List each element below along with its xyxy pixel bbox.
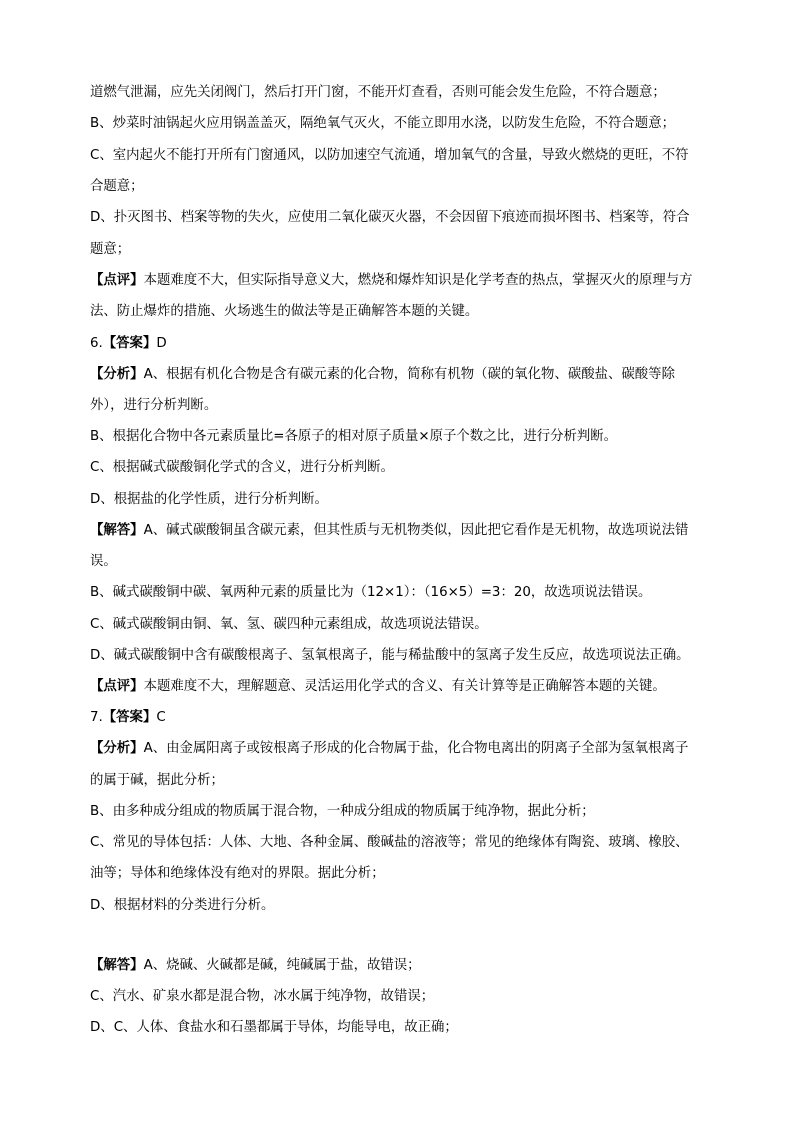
text-line [90,647,730,665]
line-text: 油等；导体和绝缘体没有绝对的界限。据此分析； [90,866,385,881]
section-label: 【解答】 [90,958,144,973]
text-line [90,584,730,602]
answer-line-q7 [90,709,730,727]
answer-value: D [156,336,167,351]
section-label: 【答案】 [102,336,157,351]
line-text: C、根据碱式碳酸铜化学式的含义，进行分析判断。 [90,460,394,475]
line-text: D、根据盐的化学性质，进行分析判断。 [90,492,328,507]
line-text: 法、防止爆炸的措施、火场逃生的做法等是正确解答本题的关键。 [90,304,479,319]
line-text: 合题意； [90,179,144,194]
text-line [90,772,730,790]
line-text: 题意； [90,242,131,257]
line-text: D、根据材料的分类进行分析。 [90,898,275,913]
line-text: 误。 [90,554,117,569]
line-text: 本题难度不大，理解题意、灵活运用化学式的含义、有关计算等是正确解答本题的关键。 [143,679,666,694]
comment-line [90,272,730,290]
answer-value: C [156,710,166,725]
line-text: C、室内起火不能打开所有门窗通风，以防加速空气流通，增加氧气的含量，导致火燃烧的更旺，不符 [90,148,689,163]
line-text: C、碱式碳酸铜由铜、氧、氢、碳四种元素组成，故选项说法错误。 [90,617,488,632]
text-line [90,428,730,446]
question-number: 6. [90,336,103,351]
text-line [90,865,730,883]
line-text: C、汽水、矿泉水都是混合物，冰水属于纯净物，故错误； [90,989,435,1004]
line-text: C、常见的导体包括：人体、大地、各种金属、酸碱盐的溶液等；常见的绝缘体有陶瓷、玻璃、橡胶、 [90,835,689,850]
text-line [90,147,730,165]
line-text: A、由金属阳离子或铵根离子形成的化合物属于盐，化合物电离出的阴离子全部为氢氧根离子 [143,741,689,756]
analysis-line [90,366,730,384]
text-line [90,115,730,133]
text-line [90,397,730,415]
section-label: 【答案】 [102,710,157,725]
section-label: 【点评】 [90,273,144,288]
text-line [90,834,730,852]
line-text: B、由多种成分组成的物质属于混合物，一种成分组成的物质属于纯净物，据此分析； [90,804,595,819]
section-label: 【解答】 [90,523,144,538]
text-line [90,209,730,227]
comment-line [90,678,730,696]
line-text: 的属于碱，据此分析； [90,773,224,788]
text-line [90,459,730,477]
text-line [90,616,730,634]
text-line [90,241,730,259]
text-line [90,1019,730,1037]
line-text: D、碱式碳酸铜中含有碳酸根离子、氢氧根离子，能与稀盐酸中的氢离子发生反应，故选项说法正确。 [90,648,690,663]
text-line [90,303,730,321]
section-label: 【分析】 [90,367,144,382]
question-number: 7. [90,710,103,725]
text-line [90,553,730,571]
text-line [90,491,730,509]
line-text: 外），进行分析判断。 [90,398,218,413]
line-text: B、根据化合物中各元素质量比=各原子的相对原子质量×原子个数之比，进行分析判断。 [90,429,618,444]
line-text: 本题难度不大，但实际指导意义大，燃烧和爆炸知识是化学考查的热点，掌握灭火的原理与方 [143,273,693,288]
answer-line-q6 [90,335,730,353]
solution-line [90,522,730,540]
line-text: B、碱式碳酸铜中碳、氧两种元素的质量比为（12×1）：（16×5）=3：20，故选项说法错误。 [90,585,652,600]
text-line [90,897,730,915]
text-line [90,988,730,1006]
solution-line [90,957,730,975]
line-text: D、C、人体、食盐水和石墨都属于导体，均能导电，故正确； [90,1020,458,1035]
section-label: 【分析】 [90,741,144,756]
section-label: 【点评】 [90,679,144,694]
text-line [90,84,730,102]
line-text: A、根据有机化合物是含有碳元素的化合物，简称有机物（碳的氧化物、碳酸盐、碳酸等除 [143,367,675,382]
line-text: A、烧碱、火碱都是碱，纯碱属于盐，故错误； [143,958,421,973]
line-text: D、扑灭图书、档案等物的失火，应使用二氧化碳灭火器，不会因留下痕迹而损坏图书、档案等，符合 [90,210,690,225]
analysis-line [90,740,730,758]
line-text: A、碱式碳酸铜虽含碳元素，但其性质与无机物类似，因此把它看作是无机物，故选项说法错 [143,523,689,538]
text-line [90,178,730,196]
text-line [90,803,730,821]
line-text: B、炒菜时油锅起火应用锅盖盖灭，隔绝氧气灭火，不能立即用水浇，以防发生危险，不符合题意； [90,116,675,131]
line-text: 道燃气泄漏，应先关闭阀门，然后打开门窗，不能开灯查看，否则可能会发生危险，不符合题意； [90,85,666,100]
